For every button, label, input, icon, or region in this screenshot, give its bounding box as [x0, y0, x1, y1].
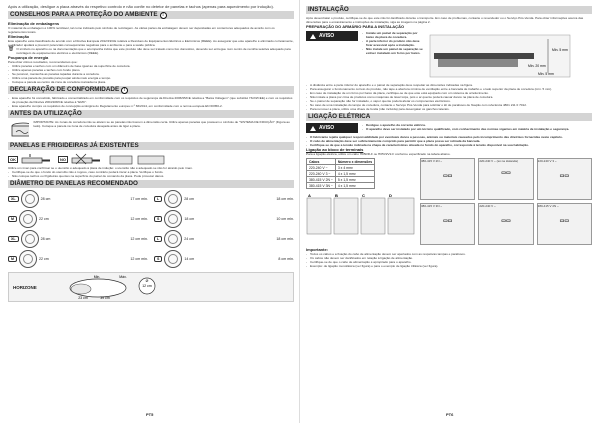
weee-text: 🗑 O símbolo no aparelho ou na documentação que o acompanha indica que este produto não deve ser tratado como lixo doméstico, devendo ser entregue num centro de recolha seletiva adequado para reciclagem de equipamentos elétricos e eletrónicos (REEE). [8, 46, 291, 55]
page-number: PT5 [146, 412, 154, 417]
induction-pot-icon [8, 120, 29, 140]
installation-diagram [428, 31, 578, 81]
list-item: - Os cabos não devem ser danificados em relação à ligação de alimentação. [306, 256, 592, 260]
important-title: Importante: [306, 247, 328, 252]
pot-s-2: S 14 cm 8 cm min. [154, 250, 294, 268]
pot-icon [19, 210, 37, 228]
warning-triangle-icon [310, 34, 316, 39]
horizone-box [8, 272, 294, 302]
pot-icon [164, 210, 182, 228]
diameter-heading: DIÂMETRO DE PANELAS RECOMENDADO [8, 180, 294, 188]
aviso2-list [362, 123, 569, 131]
list-item: - Este aparelho foi concebido, fabricado e comercializado em conformidade com os requisitos de segurança da Diretiva 2006/95/CE relativa a "Baixa Voltagem" (que substitui 73/23/CEE) e com os requisitos de proteção da Diretiva 2004/108/CE relativa à "EMC". [8, 96, 294, 104]
pot-s: S 18 cm 10 cm min. [154, 210, 294, 228]
pot-xl-2: XL 28 cm 12 cm min. [8, 230, 148, 248]
dim-label: 23 cm [78, 296, 88, 300]
table-row: 220-240 V 3 ~ 4 x 1,5 mm² [307, 171, 375, 177]
list-item: - Este aparelho cumpre os requisitos de concepção ecológica do Regulamento europeu n.º 66/2014, em conformidade com a norma europeia EN 60350-2. [8, 104, 294, 108]
magnet-test [8, 152, 294, 166]
installation-heading: INSTALAÇÃO [306, 6, 592, 14]
pot-icon [164, 230, 182, 248]
warning-circle-icon: ! [160, 12, 167, 19]
before-use-text: IMPORTANTE: As zonas de cozedura não se ativam se as panelas não tiverem a dimensão certa. Utilize apenas panelas que possuam o símbolo de "SISTEMA DE INDUÇÃO" (Figura ao lado). Coloque a panela na zona de cozedura desejada antes de ligar a placa. [33, 120, 290, 128]
terminal-subtitle: Ligação ao bloco de terminais [306, 147, 364, 152]
list-item: - Instale um painel de separação por baixo da placa de cozedura. [362, 31, 424, 39]
right-page [300, 0, 600, 423]
list-item: - Desligue o aparelho da corrente elétrica. [362, 123, 569, 127]
horizone-diagram [43, 274, 163, 300]
dim-label: Min. 20 mm [528, 64, 546, 68]
pot-icon [164, 250, 182, 268]
pot-icon [164, 190, 182, 208]
existing-pans-heading: PANELAS E FRIGIDEIRAS JÁ EXISTENTES [8, 142, 294, 150]
pans-text: Utilize um íman para confirmar se o utensílio é adequado à placa de indução: o utensílio não é adequado se não for atraído pelo íman. [8, 166, 193, 170]
aviso-label: AVISO [306, 123, 358, 133]
pans-illustration [108, 152, 168, 166]
table-header: Número x dimensões [335, 159, 374, 165]
cable-table [306, 158, 375, 189]
packaging-text: O material de embalagem é 100% reciclável, tal como indicado pelo símbolo de reciclagem. As várias partes da embalagem devem ser depositadas em contentores adequados de acordo com os regulamentos locais. [8, 26, 275, 34]
ok-test [8, 152, 50, 166]
warning-triangle-icon [310, 126, 316, 131]
pot-icon [21, 190, 39, 208]
energy-intro: Para obter ótimos resultados, recomendamos que: [8, 60, 78, 64]
wiring-left [306, 158, 416, 245]
prep-subtitle: PREPARAÇÃO DO ARMÁRIO PARA A INSTALAÇÃO [306, 24, 405, 29]
aviso-list [362, 31, 424, 55]
list-item: - Utilize panelas e tachos com um diâmetro de base igual ao da superfície de cozedura. [8, 64, 294, 68]
list-item: - Certifique-se de que o fundo do utensílio não é rugoso, caso contrário poderá riscar a placa. Verifique o fundo. [8, 170, 294, 174]
horizone-label: HORIZONE [13, 284, 37, 290]
warning-circle-icon: ! [121, 87, 128, 94]
electrical-heading: LIGAÇÃO ELÉTRICA [306, 113, 592, 121]
figure-letter: A [308, 193, 311, 198]
energy-subtitle: Poupança de energia [8, 55, 49, 60]
list-item: - Certifique-se de que a tensão indicada na chapa de características situada no fundo do aparelho, corresponde à tensão disponível na sua habitação. [306, 143, 592, 147]
list-item: - Não coloque tachos ou frigideiras quentes na superfície do painel de comando da placa. Pode provocar danos. [8, 174, 294, 178]
list-item: - O aparelho deve ser instalado por um técnico qualificado, com conhecimento das normas vigentes em matéria de instalação e segurança. [362, 127, 569, 131]
list-item: - Se o painel de separação não for instalado, o vapor quente poderá afetar os componentes eletrónicos. [306, 99, 592, 103]
list-item: - O cabo de alimentação deve ser suficientemente comprido para permitir que a placa possa ser retirada da bancada. [306, 139, 592, 143]
pot-icon [21, 230, 39, 248]
wiring-scheme: 220-240 V ~ (só na Holanda) ▭▭ [478, 158, 533, 200]
disposal-subtitle: Eliminação [8, 34, 30, 39]
list-item: - Se possível, mantenha as panelas tapadas durante a cozedura. [8, 72, 294, 76]
aviso-label: AVISO [306, 31, 358, 41]
env-protection-heading: CONSELHOS PARA A PROTEÇÃO DO AMBIENTE ! [8, 11, 294, 19]
table-row: 380-415 V 3N ~ 4 x 1,5 mm² [307, 183, 375, 189]
list-item: - Para remover a placa, utilize uma chave de fenda (não incluída) para desengatar os ganchos laterais. [306, 107, 592, 111]
wiring-schemes [420, 158, 592, 245]
aviso-box-2 [306, 123, 592, 133]
diameter-symbol: Ø [145, 279, 149, 283]
electrical-list [306, 135, 592, 147]
top-note: Após a utilização, desligue a placa através do respetivo controlo e não confie no detetor de panelas e tachos (apenas para aquecimento por indução). [8, 4, 274, 9]
diameter-grid [8, 190, 294, 268]
pot-l: L 28 cm 18 cm min. [154, 190, 294, 208]
wiring-section [306, 158, 592, 245]
table-row: 380-415 V 2N ~ 5 x 1,5 mm² [307, 177, 375, 183]
max-label: Máx. [118, 275, 127, 279]
disposal-text: Este aparelho está classificado de acordo com a Diretiva Europeia 2012/19/UE relativa a Resíduos de Equipamentos Elétricos e Eletrónicos (REEE). Ao assegurar que este aparelho é eliminado corretamente, o utilizador ajudará a prevenir potenciais consequências negativas para o ambiente e para a saúde pública. [8, 39, 294, 47]
list-item: - O fabricante rejeita qualquer responsabilidade por eventuais danos a pessoas, animais ou materiais causados pelo incumprimento das diretrizes fornecidas neste capítulo. [306, 135, 592, 139]
table-header: Cabos [307, 159, 336, 165]
list-item: - Utilize apenas panelas e tachos com fundo plano. [8, 68, 294, 72]
conformity-list [8, 96, 294, 108]
list-item: - Utilize uma panela de pressão para poupar ainda mais energia e tempo. [8, 76, 294, 80]
list-item: - Exemplo: de ligação monofásica (ver figura) e para o exemplo de ligação trifásica (ver figura). [306, 264, 592, 268]
important-list [306, 252, 592, 268]
list-item: - Em caso de instalação de um forno por baixo da placa, certifique-se de que este está equipado com um sistema de arrefecimento. [306, 91, 592, 95]
install-list [306, 83, 592, 111]
aviso-box-1 [306, 31, 592, 81]
min-label: Min. [93, 275, 101, 279]
dim-label: 12 cm [142, 284, 152, 288]
list-item: - Todos os cabos e a fixação do cabo de alimentação devem ser apertados com as respetivas tampas e parafusos. [306, 252, 592, 256]
figure-letter: B [335, 193, 338, 198]
packaging-subtitle: Eliminação de embalagens [8, 21, 60, 26]
list-item: - Certifique-se de que o cabo de alimentação é apropriado para o aparelho. [306, 260, 592, 264]
ok-label: OK [10, 156, 16, 162]
wiring-scheme: 380-415 V 3N ~ ▭▭ [420, 203, 475, 245]
energy-list [8, 64, 294, 84]
list-item: - Não instale um painel de separação se estiver instalado um forno por baixo. [362, 47, 424, 55]
no-test [58, 152, 100, 166]
terminal-text: Para a ligação elétrica, utilize um cabo H05RR-F ou H05V2V2-F conforme especificado na tabela abaixo. [306, 152, 451, 156]
pan-no-icon [70, 152, 100, 166]
wiring-scheme: 220-240 V 3 ~ ▭▭ [537, 158, 592, 200]
dim-label: Min. 5 mm [538, 72, 554, 76]
pot-icon [19, 250, 37, 268]
before-use-row [8, 120, 294, 140]
installation-intro: Após desembalar o produto, certifique-se de que este não foi danificado durante o transporte. Em caso de problemas, contacte o revendedor ou o Serviço Pós-Venda. Para obter informações acerca das dimensões para o encastramento e instruções de instalação, siga as imagens na página 2. [306, 16, 584, 24]
list-item: - A parte inferior do produto não deve ficar acessível após a instalação. [362, 39, 424, 47]
list-item: - Coloque a panela ao centro da zona de cozedura marcada na placa. [8, 80, 294, 84]
conformity-heading: DECLARAÇÃO DE CONFORMIDADE ! [8, 86, 294, 94]
pot-m-2: M 22 cm 12 cm min. [8, 250, 148, 268]
before-use-heading: ANTES DA UTILIZAÇÃO [8, 110, 294, 118]
table-row: 220-240 V ~ 3 x 4 mm² [307, 165, 375, 171]
wiring-scheme: 380-415 V 2N ~ ▭▭ [537, 203, 592, 245]
dim-label: Min. 5 mm [552, 48, 568, 52]
list-item: - A distância entre a parte inferior do aparelho e o painel de separação deve respeitar as dimensões indicadas na figura. [306, 83, 592, 87]
figure-letter: C [362, 193, 365, 198]
pans-list [8, 170, 294, 178]
wiring-scheme: 380-415 V 2N ~ ▭▭ [420, 158, 475, 200]
pot-l-2: L 24 cm 18 cm min. [154, 230, 294, 248]
bin-icon: 🗑 [8, 46, 15, 52]
list-item: - Não instale a placa por cima de produtos como máquinas de lavar loiça, pois o ar quente poderá causar danos na placa de cozedura. [306, 95, 592, 99]
figure-letter: D [389, 193, 392, 198]
list-item: - Para assegurar o funcionamento correto do produto, não tape a abertura mínima de ventilação entre a bancada de trabalho e o lado superior da placa de cozedura (mín. 5 mm). [306, 87, 592, 91]
list-item: - No caso de uma instalação do tampo de cozedura, contacte o Serviço Pós-Venda para solicitar o kit de parafusos de fixação com referência 4801 211 0 7012. [306, 103, 592, 107]
pan-ok-icon [20, 152, 50, 166]
wiring-scheme: 220-240 V ~ ▭▭ [478, 203, 533, 245]
pot-xl: XL 28 cm 17 cm min. [8, 190, 148, 208]
wiring-steps-diagram [306, 192, 416, 238]
dim-label: 39 cm [100, 296, 110, 300]
pot-m: M 22 cm 12 cm min. [8, 210, 148, 228]
no-label: NO [60, 156, 66, 162]
page-number: PT6 [446, 412, 454, 417]
